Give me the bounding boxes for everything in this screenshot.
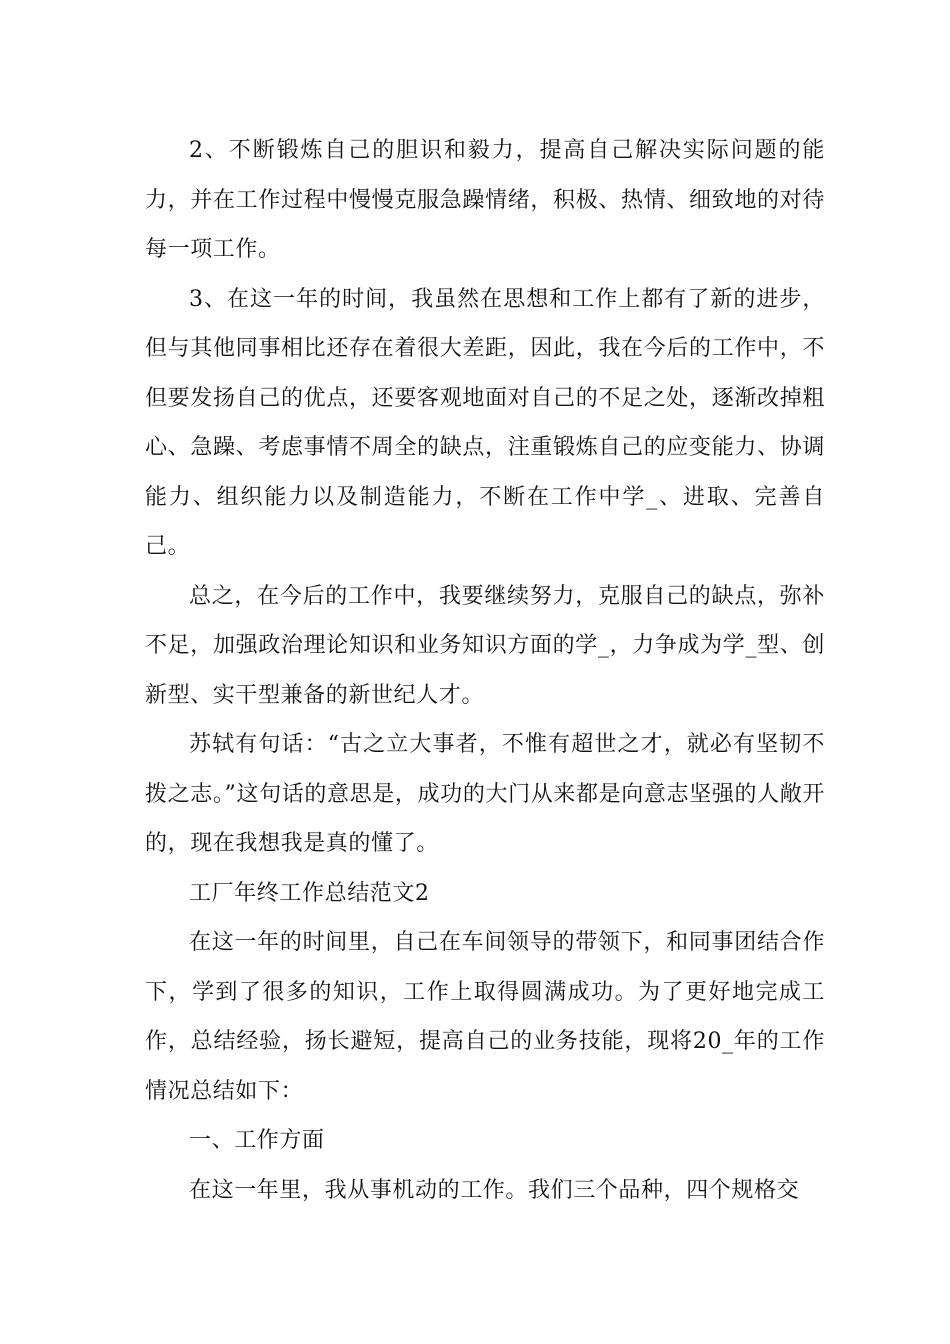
subsection-title: 一、工作方面 xyxy=(189,1128,325,1153)
paragraph-item-2: 2、不断锻炼自己的胆识和毅力，提高自己解决实际问题的能力，并在工作过程中慢慢克服急躁情绪，积极、热情、细致地的对待每一项工作。 xyxy=(145,138,825,262)
paragraph-intro: 在这一年的时间里，自己在车间领导的带领下，和同事团结合作下，学到了很多的知识，工作上取得圆满成功。为了更好地完成工作，总结经验，扬长避短，提高自己的业务技能，现将20_年的工作情况总结如下： xyxy=(145,930,825,1104)
paragraph-summary: 总之，在今后的工作中，我要继续努力，克服自己的缺点，弥补不足，加强政治理论知识和业务知识方面的学_，力争成为学_型、创新型、实干型兼备的新世纪人才。 xyxy=(145,583,825,708)
section-title: 工厂年终工作总结范文2 xyxy=(189,880,430,906)
document-body xyxy=(145,126,825,1215)
paragraph-quote: 苏轼有句话：“古之立大事者，不惟有超世之才，就必有坚韧不拨之志。”这句话的意思是，成功的大门从来都是向意志坚强的人敞开的，现在我想我是真的懂了。 xyxy=(145,732,825,856)
paragraph-item-3: 3、在这一年的时间，我虽然在思想和工作上都有了新的进步，但与其他同事相比还存在着很大差距，因此，我在今后的工作中，不但要发扬自己的优点，还要客观地面对自己的不足之处，逐渐改掉粗心、急躁、考虑事情不周全的缺点，注重锻炼自己的应变能力、协调能力、组织能力以及制造能力，不断在工作中学_、进取、完善自己。 xyxy=(145,286,825,559)
paragraph-work: 在这一年里，我从事机动的工作。我们三个品种，四个规格交 xyxy=(189,1177,800,1203)
